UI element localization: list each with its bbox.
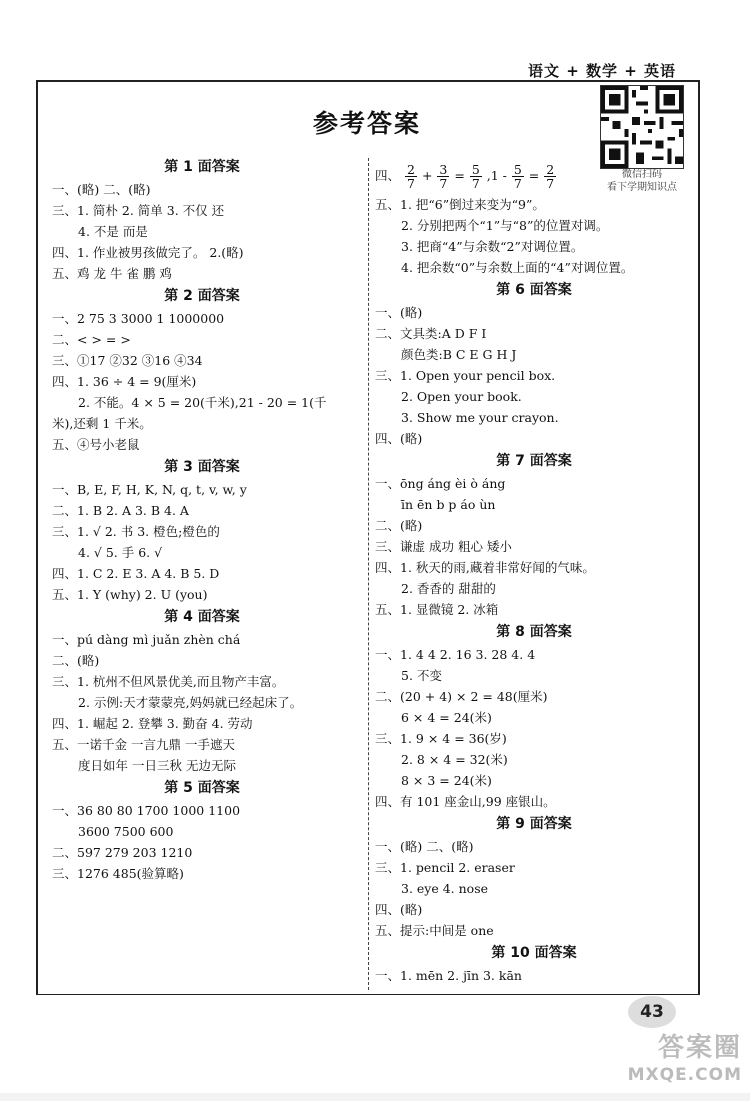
answer-line: 3. eye 4. nose bbox=[401, 881, 489, 896]
fraction-line-middle: ,1 - bbox=[486, 168, 507, 183]
left-column bbox=[52, 155, 352, 884]
answer-line: 6 × 4 = 24(米) bbox=[401, 710, 492, 725]
answer-line: 三、1. √ 2. 书 3. 橙色;橙色的 bbox=[52, 524, 220, 539]
qr-code-icon[interactable] bbox=[600, 85, 684, 169]
answer-line: 度日如年 一日三秋 无边无际 bbox=[78, 758, 236, 773]
fraction bbox=[544, 163, 556, 190]
answer-line: 二、597 279 203 1210 bbox=[52, 845, 193, 860]
answer-line: 8 × 3 = 24(米) bbox=[401, 773, 492, 788]
answer-line: 4. √ 5. 手 6. √ bbox=[78, 545, 163, 560]
fraction-denominator: 7 bbox=[439, 176, 448, 191]
answer-line: 三、1. 杭州不但风景优美,而且物产丰富。 bbox=[52, 674, 285, 689]
answer-line: 4. 不是 而是 bbox=[78, 224, 148, 239]
section-title: 第 1 面答案 bbox=[164, 159, 240, 175]
answer-line: 四、(略) bbox=[375, 431, 423, 446]
qr-caption-line2: 看下学期知识点 bbox=[607, 182, 677, 193]
watermark-top: 答案圈 bbox=[657, 1033, 742, 1063]
answer-line: 四、1. C 2. E 3. A 4. B 5. D bbox=[52, 566, 220, 581]
answer-line: īn ēn b p áo ùn bbox=[401, 497, 496, 512]
fraction-denominator: 7 bbox=[513, 176, 522, 191]
answer-line: 一、B, E, F, H, K, N, q, t, v, w, y bbox=[52, 482, 247, 497]
answer-line: 五、1. 显微镜 2. 冰箱 bbox=[375, 602, 499, 617]
fraction-line-label: 四、 bbox=[375, 168, 401, 183]
section-title: 第 4 面答案 bbox=[164, 609, 240, 625]
answer-line: 二、(略) bbox=[52, 653, 100, 668]
answer-line: 一、ōng áng èi ò áng bbox=[375, 476, 506, 491]
section-title: 第 7 面答案 bbox=[496, 453, 572, 469]
answer-line: 5. 不变 bbox=[401, 668, 442, 683]
answer-line: 3. 把商“4”与余数“2”对调位置。 bbox=[401, 239, 584, 254]
answer-line: 四、(略) bbox=[375, 902, 423, 917]
plus-sign: + bbox=[421, 168, 433, 183]
answer-line: 3600 7500 600 bbox=[78, 824, 174, 839]
fraction-denominator: 7 bbox=[471, 176, 480, 191]
answer-line: 3. Show me your crayon. bbox=[401, 410, 559, 425]
answer-line: 四、1. 36 ÷ 4 = 9(厘米) bbox=[52, 374, 197, 389]
watermark-bottom: MXQE.COM bbox=[627, 1065, 742, 1085]
answer-line: 2. Open your book. bbox=[401, 389, 522, 404]
answer-line: 三、1. pencil 2. eraser bbox=[375, 860, 515, 875]
answer-line: 三、①17 ②32 ③16 ④34 bbox=[52, 353, 203, 368]
fraction-numerator: 3 bbox=[439, 162, 448, 177]
watermark-logo bbox=[612, 1032, 742, 1086]
answer-line: 五、鸡 龙 牛 雀 鹏 鸡 bbox=[52, 266, 172, 281]
answer-line: 2. 分别把两个“1”与“8”的位置对调。 bbox=[401, 218, 609, 233]
answer-line: 4. 把余数“0”与余数上面的“4”对调位置。 bbox=[401, 260, 634, 275]
fraction bbox=[437, 163, 449, 190]
page-number: 43 bbox=[628, 996, 676, 1028]
section-title: 第 8 面答案 bbox=[496, 624, 572, 640]
answer-line: 四、1. 崛起 2. 登攀 3. 勤奋 4. 劳动 bbox=[52, 716, 253, 731]
section-title: 第 9 面答案 bbox=[496, 816, 572, 832]
right-column bbox=[375, 158, 693, 986]
fraction-numerator: 5 bbox=[513, 162, 522, 177]
answer-line: 一、36 80 80 1700 1000 1100 bbox=[52, 803, 241, 818]
answer-line: 四、1. 秋天的雨,藏着非常好闻的气味。 bbox=[375, 560, 595, 575]
fraction-denominator: 7 bbox=[407, 176, 415, 191]
answer-line: 米),还剩 1 千米。 bbox=[52, 416, 152, 431]
answer-line: 五、提示:中间是 one bbox=[375, 923, 494, 938]
fraction-denominator: 7 bbox=[546, 176, 555, 191]
page-title: 参考答案 bbox=[312, 109, 421, 138]
answer-line: 一、(略) 二、(略) bbox=[375, 839, 474, 854]
answer-line: 二、(20 + 4) × 2 = 48(厘米) bbox=[375, 689, 548, 704]
fraction-numerator: 5 bbox=[471, 162, 480, 177]
subject-header: 语文 + 数学 + 英语 bbox=[527, 62, 676, 80]
section-title: 第 5 面答案 bbox=[164, 780, 240, 796]
answer-line: 一、(略) bbox=[375, 305, 423, 320]
fraction-numerator: 2 bbox=[407, 162, 415, 177]
answer-line: 一、1. 4 4 2. 16 3. 28 4. 4 bbox=[375, 647, 536, 662]
answer-line: 三、1276 485(验算略) bbox=[52, 866, 184, 881]
answer-line: 2. 香香的 甜甜的 bbox=[401, 581, 496, 596]
fraction bbox=[405, 163, 417, 190]
answer-line: 一、2 75 3 3000 1 1000000 bbox=[52, 311, 225, 326]
answer-line: 二、文具类:A D F I bbox=[375, 326, 487, 341]
answer-line: 二、< > = > bbox=[52, 332, 131, 347]
answer-line: 2. 示例:天才蒙蒙亮,妈妈就已经起床了。 bbox=[78, 695, 303, 710]
answer-line: 三、1. 9 × 4 = 36(岁) bbox=[375, 731, 507, 746]
section-title: 第 6 面答案 bbox=[496, 282, 572, 298]
fraction bbox=[470, 163, 482, 190]
answer-line: 一、pú dàng mì juǎn zhèn chá bbox=[52, 632, 241, 647]
qr-caption-line1: 微信扫码 bbox=[622, 169, 662, 180]
answer-line: 五、1. 把“6”倒过来变为“9”。 bbox=[375, 197, 545, 212]
answer-line: 五、1. Y (why) 2. U (you) bbox=[52, 587, 208, 602]
section-title: 第 2 面答案 bbox=[164, 288, 240, 304]
right-column-lines bbox=[375, 194, 693, 986]
fraction bbox=[512, 163, 524, 190]
answer-line: 颜色类:B C E G H J bbox=[401, 347, 517, 362]
answer-line: 三、谦虚 成功 粗心 矮小 bbox=[375, 539, 512, 554]
answer-line: 五、一诺千金 一言九鼎 一手遮天 bbox=[52, 737, 235, 752]
fraction-numerator: 2 bbox=[546, 162, 555, 177]
fraction-answer-line bbox=[375, 158, 693, 194]
answer-line: 四、有 101 座金山,99 座银山。 bbox=[375, 794, 556, 809]
answer-line: 2. 8 × 4 = 32(米) bbox=[401, 752, 508, 767]
equals-sign: = bbox=[454, 168, 465, 183]
equals-sign: = bbox=[528, 168, 540, 183]
section-title: 第 10 面答案 bbox=[491, 945, 577, 961]
answer-line: 2. 不能。4 × 5 = 20(千米),21 - 20 = 1(千 bbox=[78, 395, 327, 410]
answer-line: 三、1. Open your pencil box. bbox=[375, 368, 556, 383]
answer-line: 一、(略) 二、(略) bbox=[52, 182, 151, 197]
answer-line: 三、1. 简朴 2. 简单 3. 不仅 还 bbox=[52, 203, 225, 218]
answer-line: 四、1. 作业被男孩做完了。 2.(略) bbox=[52, 245, 244, 260]
answer-line: 一、1. mēn 2. jīn 3. kān bbox=[375, 968, 522, 983]
section-title: 第 3 面答案 bbox=[164, 459, 240, 475]
answer-line: 二、(略) bbox=[375, 518, 423, 533]
answer-line: 二、1. B 2. A 3. B 4. A bbox=[52, 503, 189, 518]
page-bottom-edge bbox=[0, 1093, 750, 1101]
answer-line: 五、④号小老鼠 bbox=[52, 437, 140, 452]
column-divider bbox=[368, 158, 369, 990]
